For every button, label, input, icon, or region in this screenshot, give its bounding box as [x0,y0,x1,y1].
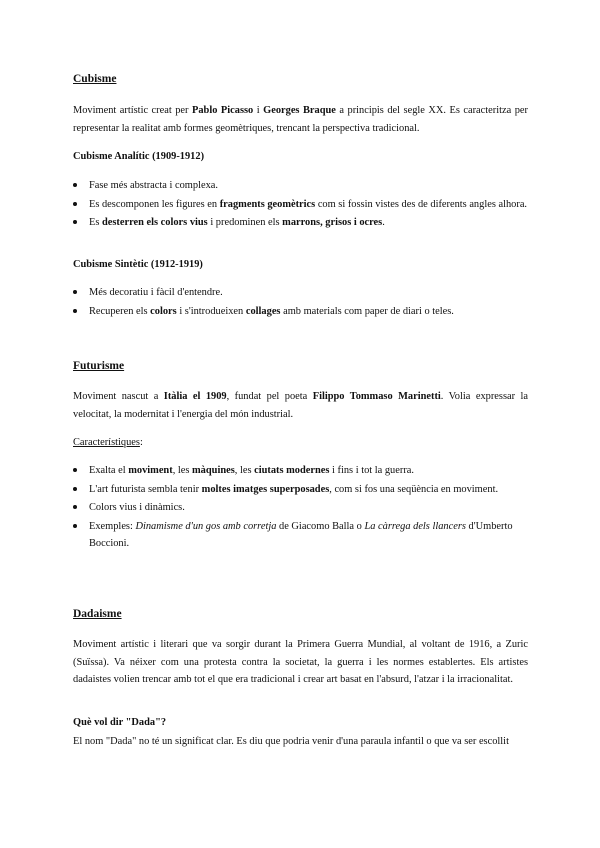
cubisme-sintetic-heading: Cubisme Sintètic (1912-1919) [73,259,203,270]
cubisme-sintetic-list [73,284,528,321]
list-item: L'art futurista sembla tenir moltes imatges superposades, com si fos una seqüència en moviment. [73,481,528,498]
dadaisme-heading: Dadaisme [73,608,122,620]
futurisme-caracteristiques-label: Característiques: [73,437,143,448]
list-item: Es descomponen les figures en fragments geomètrics com si fossin vistes des de diferents angles alhora. [73,196,528,213]
list-item: Exalta el moviment, les màquines, les ciutats modernes i fins i tot la guerra. [73,462,528,479]
dadaisme-question-heading: Què vol dir "Dada"? [73,717,167,728]
cubisme-heading: Cubisme [73,73,117,85]
list-item: Recuperen els colors i s'introdueixen collages amb materials com paper de diari o teles. [73,303,528,320]
cubisme-intro: Moviment artístic creat per Pablo Picasso i Georges Braque a principis del segle XX. Es caracteritza per representar la realitat amb formes geomètriques, trencant la perspectiva tradicional. [73,105,528,134]
futurisme-intro: Moviment nascut a Itàlia el 1909, fundat pel poeta Filippo Tommaso Marinetti. Volia expressar la velocitat, la modernitat i l'energia del món industrial. [73,391,529,420]
list-item: Es desterren els colors vius i predominen els marrons, grisos i ocres. [73,214,528,231]
dadaisme-question-text: El nom "Dada" no té un significat clar. Es diu que podria venir d'una paraula infantil o que va ser escollit [73,736,509,747]
cubisme-analitic-list [73,177,528,233]
futurisme-list [73,462,528,553]
dadaisme-intro: Moviment artístic i literari que va sorgir durant la Primera Guerra Mundial, al voltant de 1916, a Zuric (Suïssa). Va néixer com una protesta contra la societat, la guerra i les normes establertes. Els artistes dadaistes volien trencar amb tot el que era tradicional i crear art basat en l'absurd, l'atzar i la irracionalitat. [73,639,528,685]
list-item: Colors vius i dinàmics. [73,499,528,516]
cubisme-analitic-heading: Cubisme Analític (1909-1912) [73,151,205,162]
list-item: Fase més abstracta i complexa. [73,177,528,194]
list-item: Exemples: Dinamisme d'un gos amb corretja de Giacomo Balla o La càrrega dels llancers d'Umberto Boccioni. [73,518,528,552]
futurisme-heading: Futurisme [73,360,125,372]
list-item: Més decoratiu i fàcil d'entendre. [73,284,528,301]
